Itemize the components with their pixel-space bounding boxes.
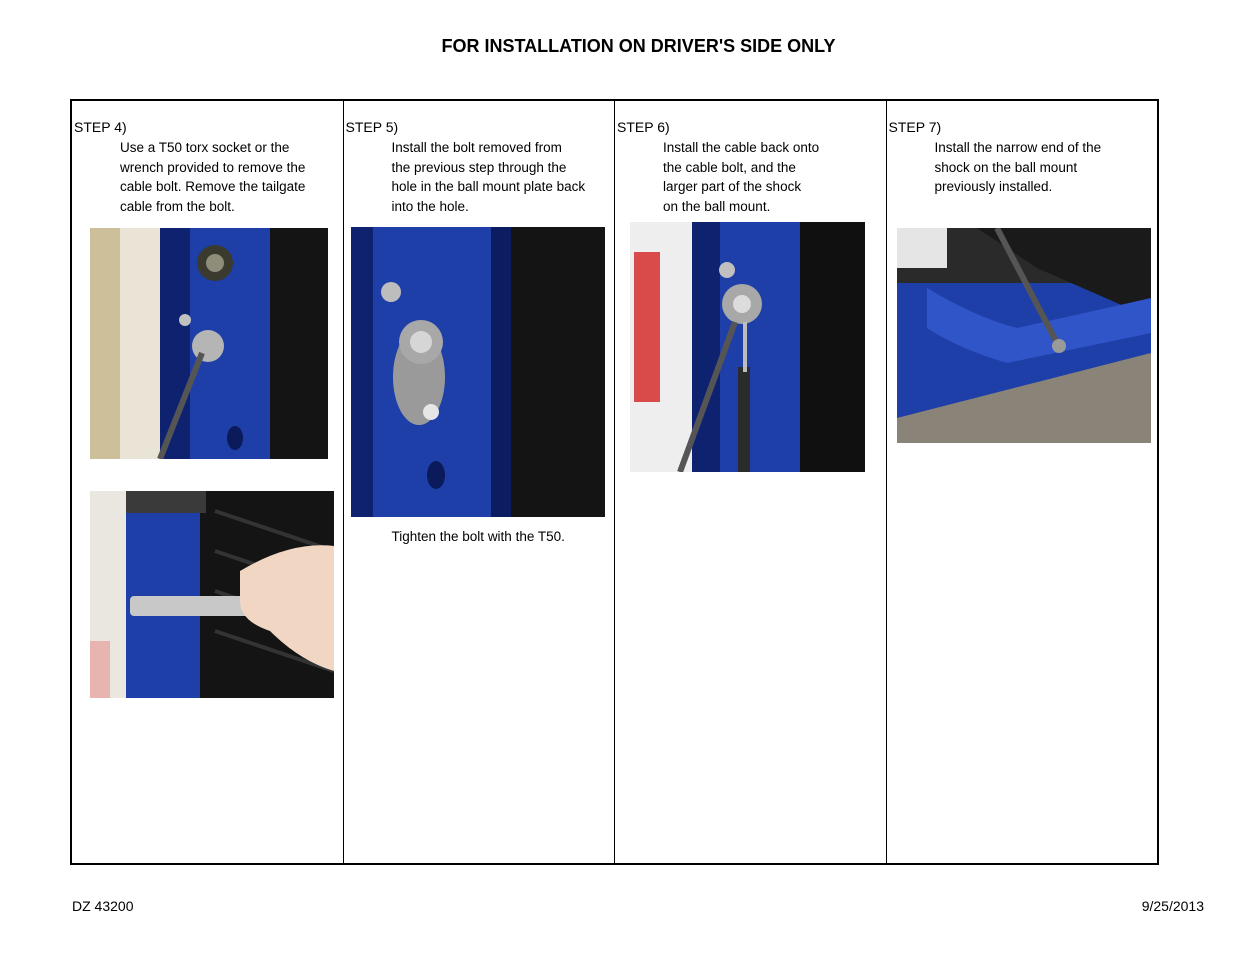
step-4-photo-cable-bolt [90, 228, 328, 459]
step-6-photo-shock-install [630, 222, 865, 472]
step-5-photo-ball-mount [351, 227, 605, 517]
step-7-label: STEP 7) [888, 119, 942, 135]
step-4-instructions: Use a T50 torx socket or the wrench provided to remove the cable bolt. Remove the tailgate cable from the bolt. [120, 140, 306, 214]
step-5-label: STEP 5) [345, 119, 399, 135]
step-6-label: STEP 6) [617, 119, 670, 135]
step-4-cell [72, 101, 344, 863]
step-7-photo-shock-mounted [897, 228, 1151, 443]
step-6-cell [615, 101, 887, 863]
step-7-cell [887, 101, 1158, 863]
step-6-instructions: Install the cable back onto the cable bolt, and the larger part of the shock on the ball mount. [663, 140, 820, 214]
step-4-label: STEP 4) [74, 119, 127, 135]
part-number: DZ 43200 [72, 898, 134, 914]
document-date: 9/25/2013 [1141, 898, 1204, 914]
steps-table [70, 99, 1159, 865]
page-title: FOR INSTALLATION ON DRIVER'S SIDE ONLY [441, 36, 836, 56]
step-4-photo-torx-socket [90, 491, 334, 698]
step-5-caption: Tighten the bolt with the T50. [391, 529, 565, 544]
step-5-instructions: Install the bolt removed from the previous step through the hole in the ball mount plate back into the hole. [391, 140, 586, 214]
step-5-cell [344, 101, 616, 863]
step-7-instructions: Install the narrow end of the shock on the ball mount previously installed. [934, 140, 1102, 195]
